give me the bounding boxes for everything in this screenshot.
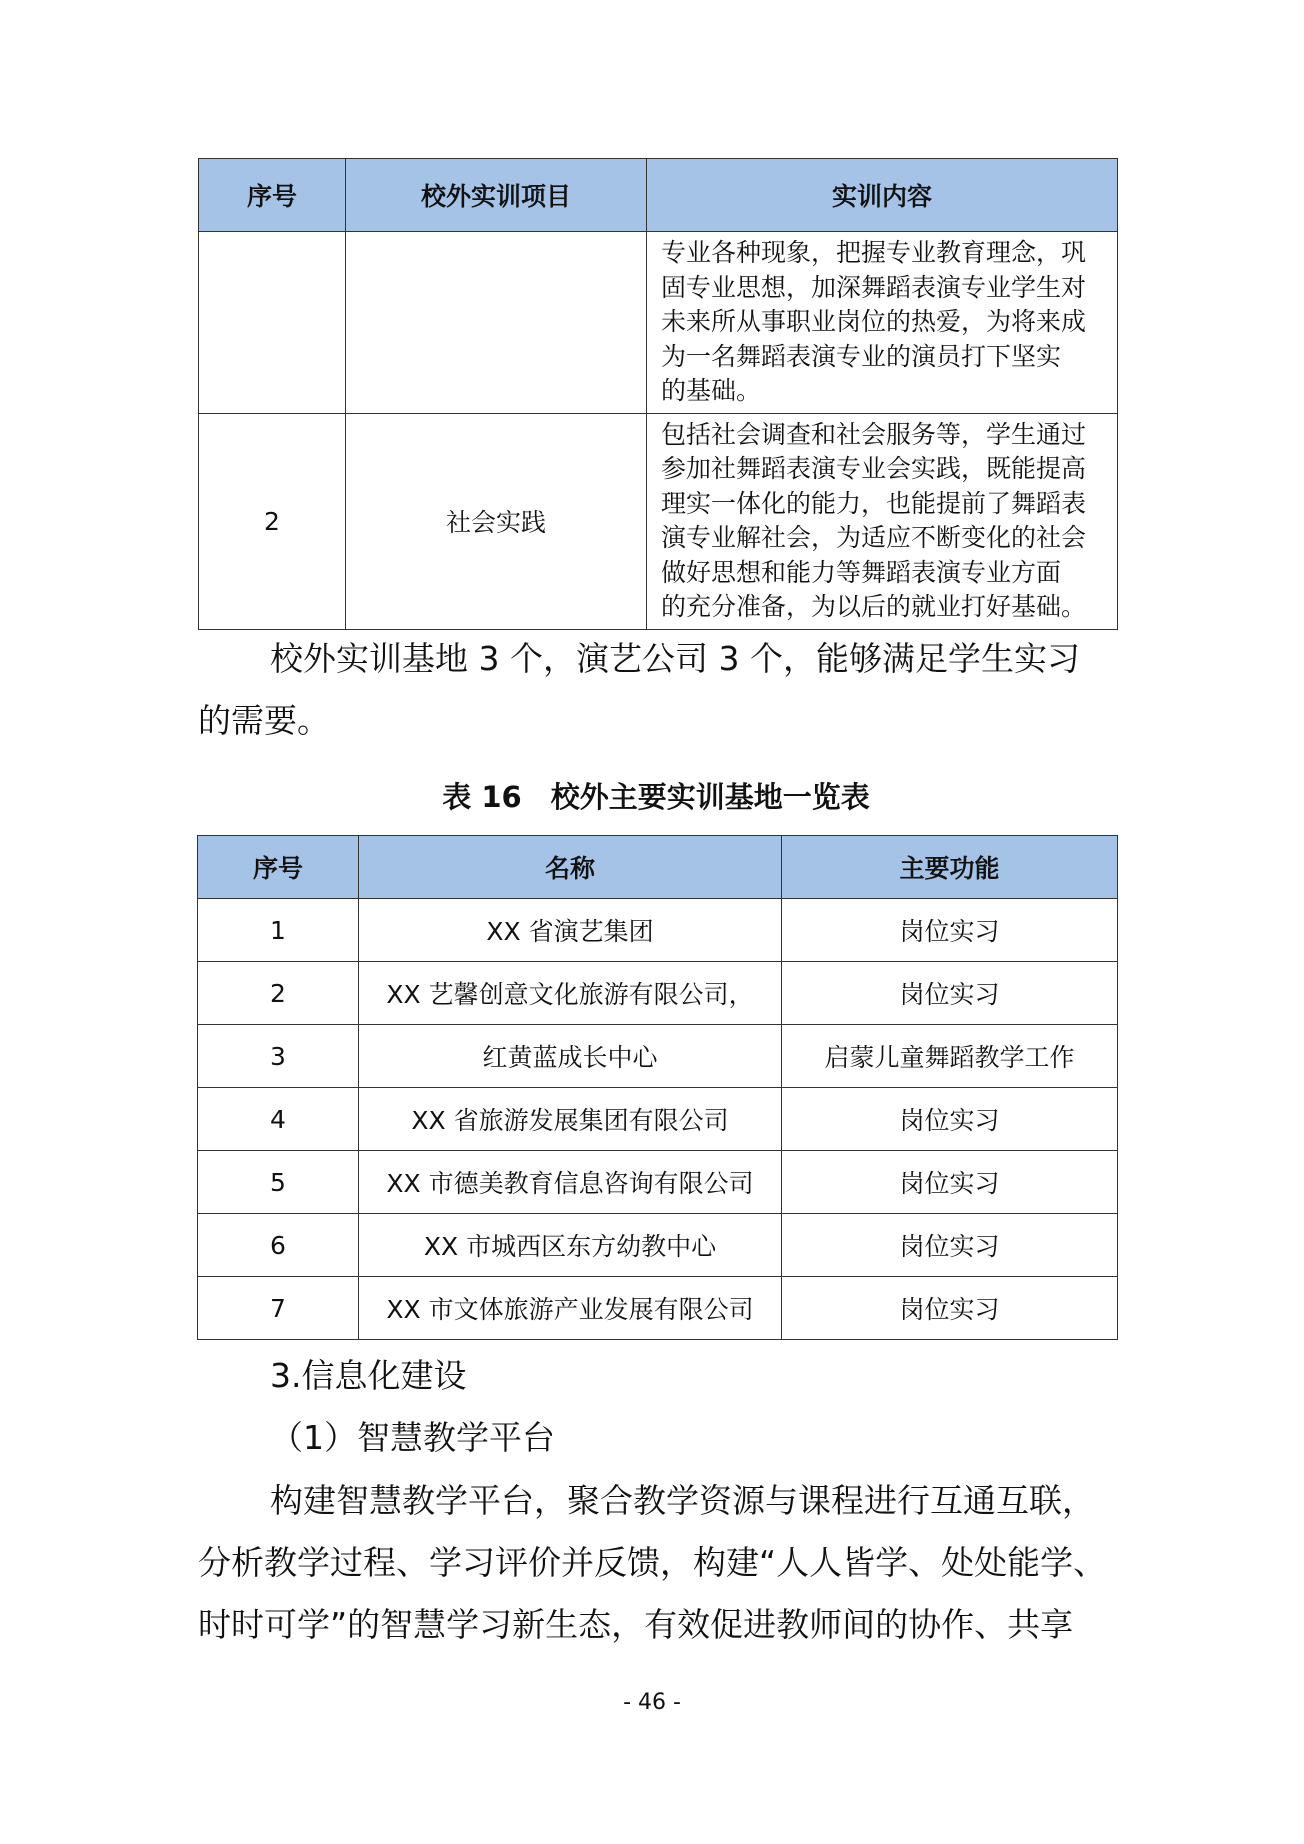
paragraph-practice-bases: 校外实训基地 3 个，演艺公司 3 个，能够满足学生实习 的需要。	[198, 639, 1080, 740]
table-row	[198, 899, 1118, 962]
cell-name: XX 省旅游发展集团有限公司	[359, 1088, 782, 1151]
cell-function: 岗位实习	[782, 1214, 1118, 1277]
table-row	[199, 232, 1118, 414]
section-heading: 3.信息化建设	[270, 1356, 467, 1395]
header-name: 名称	[359, 836, 782, 899]
cell-function: 岗位实习	[782, 962, 1118, 1025]
header-function: 主要功能	[782, 836, 1118, 899]
table-header-row	[198, 836, 1118, 899]
header-serial: 序号	[198, 836, 359, 899]
header-serial: 序号	[199, 159, 346, 232]
cell-name: XX 市城西区东方幼教中心	[359, 1214, 782, 1277]
table-row	[198, 1088, 1118, 1151]
paragraph-smart-platform: 构建智慧教学平台，聚合教学资源与课程进行互通互联， 分析教学过程、学习评价并反馈，构建“人人皆学、处处能学、 时时可学”的智慧学习新生态，有效促进教师间的协作、共享	[198, 1481, 1107, 1644]
table-row	[198, 1151, 1118, 1214]
cell-serial: 4	[198, 1088, 359, 1151]
cell-name: XX 省演艺集团	[359, 899, 782, 962]
cell-serial: 1	[198, 899, 359, 962]
cell-serial: 2	[199, 413, 346, 629]
cell-serial: 5	[198, 1151, 359, 1214]
header-project: 校外实训项目	[346, 159, 647, 232]
table-row	[198, 962, 1118, 1025]
table-row	[198, 1277, 1118, 1340]
cell-serial	[199, 232, 346, 414]
cell-serial: 7	[198, 1277, 359, 1340]
table-header-row	[199, 159, 1118, 232]
cell-name: XX 市文体旅游产业发展有限公司	[359, 1277, 782, 1340]
practice-bases-table	[197, 835, 1118, 1340]
cell-serial: 6	[198, 1214, 359, 1277]
cell-content: 包括社会调查和社会服务等，学生通过 参加社舞蹈表演专业会实践，既能提高 理实一体化的能力，也能提前了舞蹈表 演专业解社会，为适应不断变化的社会 做好思想和能力等舞蹈表演专业方面 的充分准备，为以后的就业打好基础。	[647, 413, 1118, 629]
table-row	[198, 1214, 1118, 1277]
cell-project	[346, 232, 647, 414]
cell-content: 专业各种现象，把握专业教育理念，巩 固专业思想，加深舞蹈表演专业学生对 未来所从事职业岗位的热爱，为将来成 为一名舞蹈表演专业的演员打下坚实 的基础。	[647, 232, 1118, 414]
table-row	[198, 1025, 1118, 1088]
cell-serial: 3	[198, 1025, 359, 1088]
header-content: 实训内容	[647, 159, 1118, 232]
cell-function: 岗位实习	[782, 1088, 1118, 1151]
page-number: - 46 -	[623, 1690, 681, 1715]
cell-function: 岗位实习	[782, 899, 1118, 962]
cell-project: 社会实践	[346, 413, 647, 629]
cell-function: 岗位实习	[782, 1277, 1118, 1340]
cell-serial: 2	[198, 962, 359, 1025]
subsection-heading: （1）智慧教学平台	[270, 1418, 555, 1457]
cell-name: XX 市德美教育信息咨询有限公司	[359, 1151, 782, 1214]
training-projects-table	[198, 158, 1118, 630]
cell-name: XX 艺馨创意文化旅游有限公司，	[359, 962, 782, 1025]
table-caption: 表 16 校外主要实训基地一览表	[442, 780, 870, 814]
table-row	[199, 413, 1118, 629]
cell-function: 岗位实习	[782, 1151, 1118, 1214]
cell-name: 红黄蓝成长中心	[359, 1025, 782, 1088]
cell-function: 启蒙儿童舞蹈教学工作	[782, 1025, 1118, 1088]
